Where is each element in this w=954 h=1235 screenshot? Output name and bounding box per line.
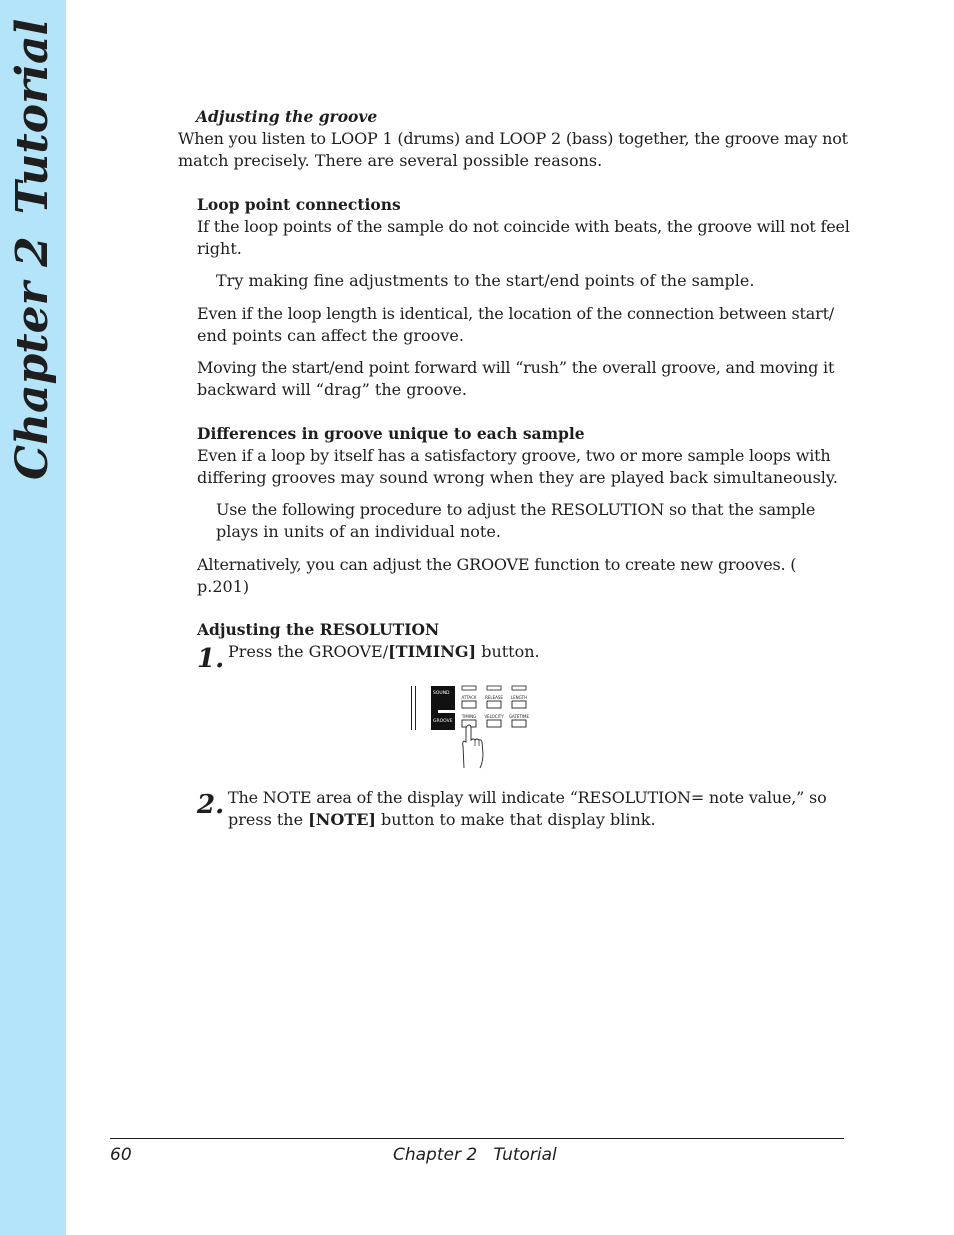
groove-mode-label: GROOVE [433, 719, 453, 724]
differences-p2-line-1: Alternatively, you can adjust the GROOVE function to create new grooves. ( [197, 555, 797, 574]
intro-line-1: When you listen to LOOP 1 (drums) and LOOP 2 (bass) together, the groove may not [178, 129, 848, 148]
loop-points-p3-line-1: Moving the start/end point forward will “rush” the overall groove, and moving it [197, 358, 835, 377]
note-key-label: [NOTE] [308, 810, 376, 829]
loop-points-tip: Try making fine adjustments to the start/end points of the sample. [216, 271, 755, 290]
step-1-text-pre: Press the GROOVE/ [228, 642, 389, 661]
length-button[interactable] [512, 701, 526, 708]
differences-tip-line-1: Use the following procedure to adjust the RESOLUTION so that the sample [216, 500, 816, 519]
attack-label: ATTACK [461, 695, 477, 700]
pointing-hand-icon [463, 725, 483, 768]
step-2-line-2-pre: press the [228, 810, 309, 829]
resolution-heading: Adjusting the RESOLUTION [197, 620, 440, 639]
step-1-text [228, 641, 540, 663]
step-2-line-2-post: button to make that display blink. [375, 810, 656, 829]
panel-svg [406, 684, 534, 770]
timing-key-label: [TIMING] [388, 642, 477, 661]
differences-tip-line-2: plays in units of an individual note. [216, 522, 501, 541]
differences-p2-line-2: p.201) [197, 577, 250, 596]
groove-timing-panel-illustration [406, 684, 534, 770]
loop-points-p2-line-1: Even if the loop length is identical, the location of the connection between start/ [197, 304, 834, 323]
loop-points-p3-line-2: backward will “drag” the groove. [197, 380, 467, 399]
gatetime-button[interactable] [512, 720, 526, 727]
sidebar-chapter-title [5, 18, 61, 480]
sound-mode-label: SOUND [433, 691, 450, 696]
velocity-label: VELOCITY [484, 714, 504, 719]
differences-p1-line-1: Even if a loop by itself has a satisfactory groove, two or more sample loops with [197, 446, 831, 465]
step-1-text-post: button. [476, 642, 540, 661]
step-2-line-2 [228, 809, 656, 831]
differences-p1-line-2: differing grooves may sound wrong when they are played back simultaneously. [197, 468, 838, 487]
step-2-line-1: The NOTE area of the display will indicate “RESOLUTION= note value,” so [228, 788, 827, 807]
sidebar-chapter-label: Chapter 2 [7, 236, 58, 480]
timing-label: TIMING [461, 714, 477, 719]
footer-chapter-title: Chapter 2 Tutorial [393, 1145, 557, 1165]
release-button[interactable] [487, 701, 501, 708]
footer-rule [110, 1138, 844, 1139]
velocity-button[interactable] [487, 720, 501, 727]
page-number: 60 [110, 1145, 132, 1165]
loop-points-heading: Loop point connections [197, 195, 401, 214]
intro-line-2: match precisely. There are several possible reasons. [178, 151, 603, 170]
gatetime-label: GATETIME [508, 714, 530, 719]
step-2-number: 2. [197, 790, 225, 820]
chapter-sidebar [0, 0, 66, 1235]
loop-points-p1-line-1: If the loop points of the sample do not coincide with beats, the groove will not feel [197, 217, 850, 236]
attack-button[interactable] [462, 701, 476, 708]
loop-points-p1-line-2: right. [197, 239, 242, 258]
differences-heading: Differences in groove unique to each sample [197, 424, 585, 443]
loop-points-p2-line-2: end points can affect the groove. [197, 326, 464, 345]
release-label: RELEASE [485, 695, 503, 700]
sidebar-tutorial-label: Tutorial [7, 18, 58, 215]
step-1-number: 1. [197, 644, 225, 674]
section-title: Adjusting the groove [196, 107, 378, 126]
length-label: LENGTH [510, 695, 528, 700]
